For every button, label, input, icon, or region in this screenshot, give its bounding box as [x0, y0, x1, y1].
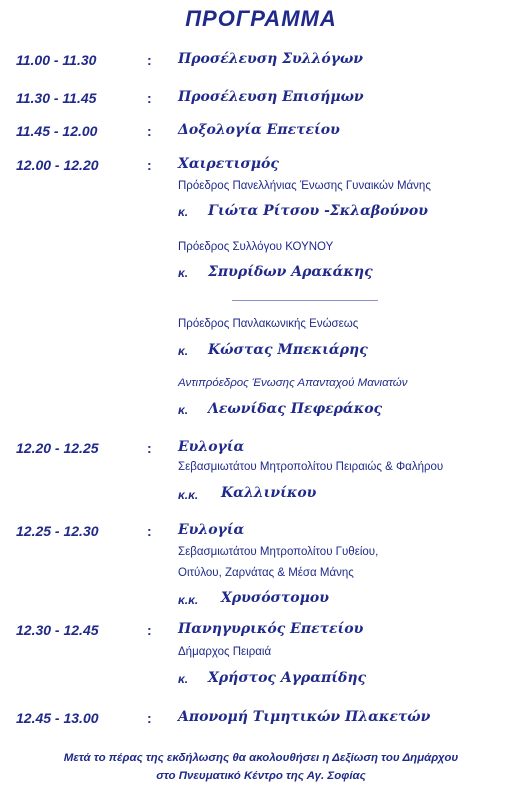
separator: : [147, 157, 152, 173]
honorific: κ. [178, 403, 189, 417]
event-title: Απονομή Τιμητικών Πλακετών [178, 709, 431, 725]
page-title: ΠΡΟΓΡΑΜΜΑ [185, 6, 337, 31]
speaker-role: Σεβασμιωτάτου Μητροπολίτου Πειραιώς & Φαλήρου [178, 461, 444, 473]
time-slot: 11.45 - 12.00 [16, 123, 98, 139]
time-slot: 12.25 - 12.30 [16, 523, 99, 539]
speaker-name: Λεωνίδας Πεφεράκος [208, 401, 383, 417]
event-title: Προσέλευση Συλλόγων [178, 51, 363, 67]
event-title: Δοξολογία Επετείου [178, 122, 340, 138]
separator: : [147, 622, 152, 638]
honorific: κ. [178, 266, 189, 280]
speaker-name: Γιώτα Ρίτσου -Σκλαβούνου [208, 203, 428, 219]
speaker-name: Κώστας Μπεκιάρης [208, 342, 368, 358]
time-slot: 12.45 - 13.00 [16, 710, 99, 726]
honorific: κ.κ. [178, 488, 199, 502]
speaker-name: Χρυσόστομου [221, 590, 329, 606]
speaker-role: Σεβασμιωτάτου Μητροπολίτου Γυθείου, [178, 546, 379, 558]
time-slot: 12.30 - 12.45 [16, 622, 99, 638]
separator: : [147, 123, 152, 139]
footer-note-line-2: στο Πνευματικό Κέντρο της Αγ. Σοφίας [156, 770, 366, 782]
event-title: Ευλογία [178, 522, 245, 538]
honorific: κ. [178, 672, 189, 686]
honorific: κ. [178, 344, 189, 358]
separator: : [147, 90, 152, 106]
event-title: Ευλογία [178, 439, 245, 455]
time-slot: 11.00 - 11.30 [16, 52, 97, 68]
separator: : [147, 523, 152, 539]
speaker-name: Καλλινίκου [221, 485, 317, 501]
speaker-role: Δήμαρχος Πειραιά [178, 646, 272, 658]
honorific: κ.κ. [178, 593, 199, 607]
honorific: κ. [178, 205, 189, 219]
event-title: Χαιρετισμός [178, 156, 279, 172]
time-slot: 12.20 - 12.25 [16, 440, 99, 456]
separator: : [147, 440, 152, 456]
event-title: Προσέλευση Επισήμων [178, 89, 364, 105]
speaker-name: Χρήστος Αγραπίδης [208, 670, 367, 686]
footer-note-line-1: Μετά το πέρας της εκδήλωσης θα ακολουθήσει η Δεξίωση του Δημάρχου [63, 752, 459, 764]
separator: : [147, 52, 152, 68]
time-slot: 11.30 - 11.45 [16, 90, 97, 106]
speaker-role: Πρόεδρος Πανλακωνικής Ενώσεως [178, 318, 359, 330]
separator: : [147, 710, 152, 726]
speaker-role: Αντιπρόεδρος Ένωσης Απανταχού Μανιατών [178, 377, 408, 389]
time-slot: 12.00 - 12.20 [16, 157, 99, 173]
divider [232, 300, 378, 301]
speaker-role: Πρόεδρος Συλλόγου ΚΟΥΝΟΥ [178, 241, 334, 253]
speaker-role: Οιτύλου, Ζαρνάτας & Μέσα Μάνης [178, 567, 354, 579]
event-title: Πανηγυρικός Επετείου [178, 621, 364, 637]
speaker-name: Σπυρίδων Αρακάκης [208, 264, 373, 280]
speaker-role: Πρόεδρος Πανελλήνιας Ένωσης Γυναικών Μάνης [178, 180, 431, 192]
